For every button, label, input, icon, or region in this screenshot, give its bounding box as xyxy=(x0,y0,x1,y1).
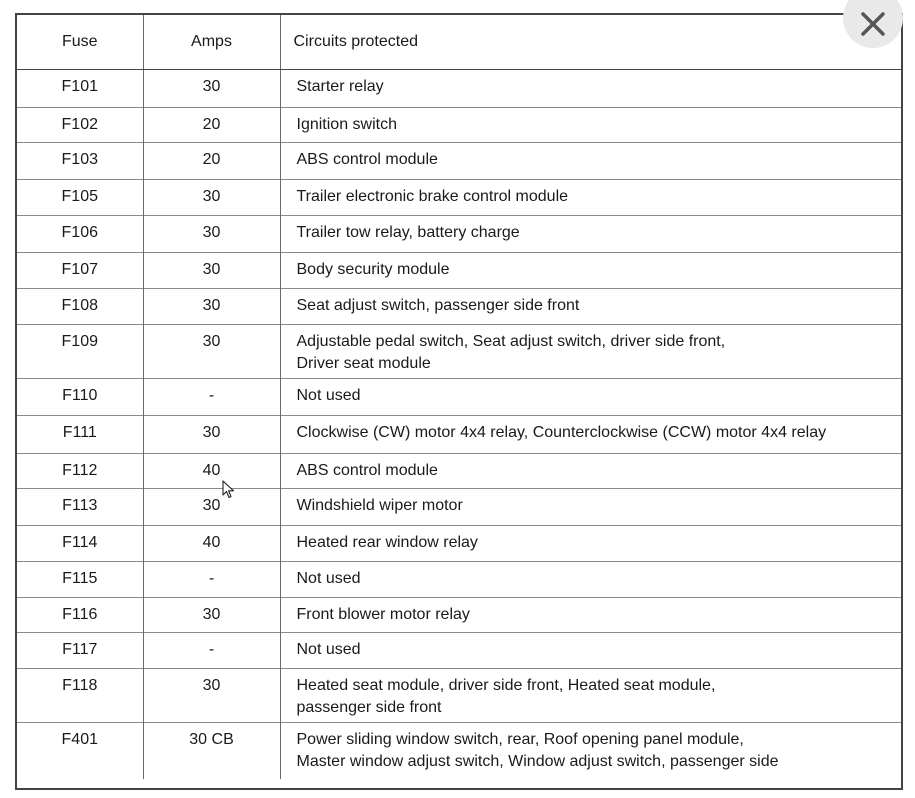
table-row xyxy=(17,723,901,779)
fuse-cell: F401 xyxy=(17,723,143,779)
fuse-cell: F116 xyxy=(17,598,143,633)
circuits-cell: Clockwise (CW) motor 4x4 relay, Counterclockwise (CCW) motor 4x4 relay xyxy=(296,424,827,441)
table-row xyxy=(17,253,901,289)
circuits-cell: ABS control module xyxy=(296,462,438,479)
fuse-cell: F101 xyxy=(17,70,143,108)
table-row xyxy=(17,669,901,723)
amps-cell: - xyxy=(143,379,280,416)
amps-cell: 30 xyxy=(143,70,280,108)
amps-cell: 40 xyxy=(143,526,280,562)
table-row xyxy=(17,489,901,526)
circuits-cell: Heated seat module, driver side front, Heated seat module, passenger side front xyxy=(296,677,716,716)
amps-cell: 40 xyxy=(143,454,280,489)
table-row xyxy=(17,526,901,562)
circuits-cell: Front blower motor relay xyxy=(296,606,470,623)
fuse-cell: F118 xyxy=(17,669,143,723)
amps-cell: - xyxy=(143,633,280,669)
amps-cell: 30 xyxy=(143,489,280,526)
fuse-cell: F109 xyxy=(17,325,143,379)
fuse-cell: F114 xyxy=(17,526,143,562)
fuse-cell: F113 xyxy=(17,489,143,526)
header-amps: Amps xyxy=(143,15,280,70)
table-row xyxy=(17,633,901,669)
table-row xyxy=(17,562,901,598)
fuse-cell: F115 xyxy=(17,562,143,598)
circuits-cell: Adjustable pedal switch, Seat adjust switch, driver side front, Driver seat module xyxy=(296,333,726,372)
circuits-cell: Heated rear window relay xyxy=(296,534,478,551)
amps-cell: 30 xyxy=(143,598,280,633)
fuse-cell: F108 xyxy=(17,289,143,325)
fuse-table-frame xyxy=(15,13,903,790)
fuse-cell: F103 xyxy=(17,143,143,180)
table-row xyxy=(17,70,901,108)
amps-cell: 30 xyxy=(143,253,280,289)
header-fuse: Fuse xyxy=(17,15,143,70)
fuse-table xyxy=(17,15,901,779)
circuits-cell: Power sliding window switch, rear, Roof opening panel module, Master window adjust switch, Window adjust switch, passenger side xyxy=(296,731,779,770)
header-circuits: Circuits protected xyxy=(280,15,901,70)
mouse-pointer-icon xyxy=(222,480,236,500)
table-row xyxy=(17,108,901,143)
amps-cell: 30 xyxy=(143,216,280,253)
fuse-cell: F102 xyxy=(17,108,143,143)
close-button[interactable] xyxy=(843,0,903,48)
amps-cell: 30 xyxy=(143,325,280,379)
circuits-cell: Body security module xyxy=(296,261,450,278)
amps-cell: - xyxy=(143,562,280,598)
table-header-row xyxy=(17,15,901,70)
table-row xyxy=(17,143,901,180)
table-row xyxy=(17,325,901,379)
fuse-cell: F111 xyxy=(17,416,143,454)
table-row xyxy=(17,216,901,253)
table-row xyxy=(17,598,901,633)
fuse-cell: F106 xyxy=(17,216,143,253)
amps-cell: 30 xyxy=(143,416,280,454)
fuse-cell: F107 xyxy=(17,253,143,289)
amps-cell: 30 xyxy=(143,180,280,216)
amps-cell: 30 xyxy=(143,669,280,723)
fuse-cell: F117 xyxy=(17,633,143,669)
fuse-cell: F105 xyxy=(17,180,143,216)
circuits-cell: Starter relay xyxy=(296,78,384,95)
circuits-cell: Ignition switch xyxy=(296,116,397,133)
amps-cell: 20 xyxy=(143,108,280,143)
table-row xyxy=(17,180,901,216)
circuits-cell: Not used xyxy=(296,570,361,587)
circuits-cell: Not used xyxy=(296,387,361,404)
table-row xyxy=(17,379,901,416)
close-icon xyxy=(860,11,886,37)
circuits-cell: Windshield wiper motor xyxy=(296,497,463,514)
fuse-cell: F110 xyxy=(17,379,143,416)
table-row xyxy=(17,454,901,489)
circuits-cell: Not used xyxy=(296,641,361,658)
fuse-cell: F112 xyxy=(17,454,143,489)
amps-cell: 30 xyxy=(143,289,280,325)
amps-cell: 20 xyxy=(143,143,280,180)
circuits-cell: Trailer tow relay, battery charge xyxy=(296,224,520,241)
table-row xyxy=(17,416,901,454)
circuits-cell: ABS control module xyxy=(296,151,438,168)
circuits-cell: Trailer electronic brake control module xyxy=(296,188,569,205)
amps-cell: 30 CB xyxy=(143,723,280,779)
circuits-cell: Seat adjust switch, passenger side front xyxy=(296,297,580,314)
table-row xyxy=(17,289,901,325)
